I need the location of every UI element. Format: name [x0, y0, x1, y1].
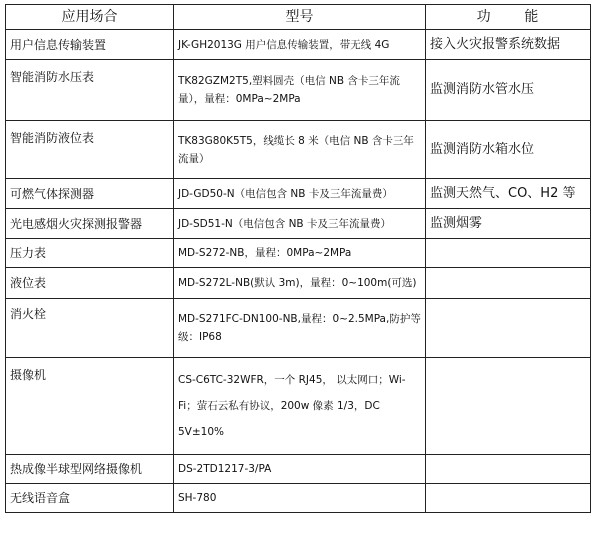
scene-cell: 压力表	[6, 239, 174, 268]
scene-cell: 液位表	[6, 268, 174, 299]
model-cell: JD-SD51-N（电信包含 NB 卡及三年流量费）	[174, 209, 426, 239]
function-cell	[426, 239, 591, 268]
function-cell	[426, 484, 591, 513]
model-cell: MD-S271FC-DN100-NB,量程：0~2.5MPa,防护等级：IP68	[174, 299, 426, 358]
model-cell: CS-C6TC-32WFR，一个 RJ45， 以太网口；Wi-Fi；萤石云私有协议，200w 像素 1/3，DC 5V±10%	[174, 358, 426, 455]
table-row	[6, 60, 591, 121]
function-cell	[426, 358, 591, 455]
table-row	[6, 209, 591, 239]
scene-cell: 消火栓	[6, 299, 174, 358]
table-row	[6, 455, 591, 484]
function-cell: 监测消防水箱水位	[426, 121, 591, 179]
function-cell	[426, 455, 591, 484]
model-cell: TK83G80K5T5，线缆长 8 米（电信 NB 含卡三年流量）	[174, 121, 426, 179]
table-row	[6, 179, 591, 209]
model-cell: TK82GZM2T5,塑料圆壳（电信 NB 含卡三年流量），量程：0MPa~2MPa	[174, 60, 426, 121]
model-cell: JK-GH2013G 用户信息传输装置，带无线 4G	[174, 30, 426, 60]
header-scene: 应用场合	[6, 5, 174, 30]
table-header-row	[6, 5, 591, 30]
function-cell: 接入火灾报警系统数据	[426, 30, 591, 60]
scene-cell: 光电感烟火灾探测报警器	[6, 209, 174, 239]
table-row	[6, 484, 591, 513]
table-row	[6, 239, 591, 268]
function-cell: 监测烟雾	[426, 209, 591, 239]
function-cell: 监测天然气、CO、H2 等	[426, 179, 591, 209]
header-function: 功 能	[426, 5, 591, 30]
function-cell	[426, 268, 591, 299]
table-row	[6, 121, 591, 179]
scene-cell: 热成像半球型网络摄像机	[6, 455, 174, 484]
table-row	[6, 268, 591, 299]
header-model: 型号	[174, 5, 426, 30]
model-cell: MD-S272-NB，量程：0MPa~2MPa	[174, 239, 426, 268]
table-row	[6, 299, 591, 358]
scene-cell: 智能消防水压表	[6, 60, 174, 121]
model-cell: DS-2TD1217-3/PA	[174, 455, 426, 484]
scene-cell: 摄像机	[6, 358, 174, 455]
model-cell: MD-S272L-NB(默认 3m)，量程：0~100m(可选)	[174, 268, 426, 299]
scene-cell: 可燃气体探测器	[6, 179, 174, 209]
scene-cell: 无线语音盒	[6, 484, 174, 513]
scene-cell: 智能消防液位表	[6, 121, 174, 179]
model-cell: JD-GD50-N（电信包含 NB 卡及三年流量费）	[174, 179, 426, 209]
device-spec-table	[5, 4, 591, 513]
table-row	[6, 358, 591, 455]
scene-cell: 用户信息传输装置	[6, 30, 174, 60]
model-cell: SH-780	[174, 484, 426, 513]
function-cell: 监测消防水管水压	[426, 60, 591, 121]
function-cell	[426, 299, 591, 358]
table-row	[6, 30, 591, 60]
